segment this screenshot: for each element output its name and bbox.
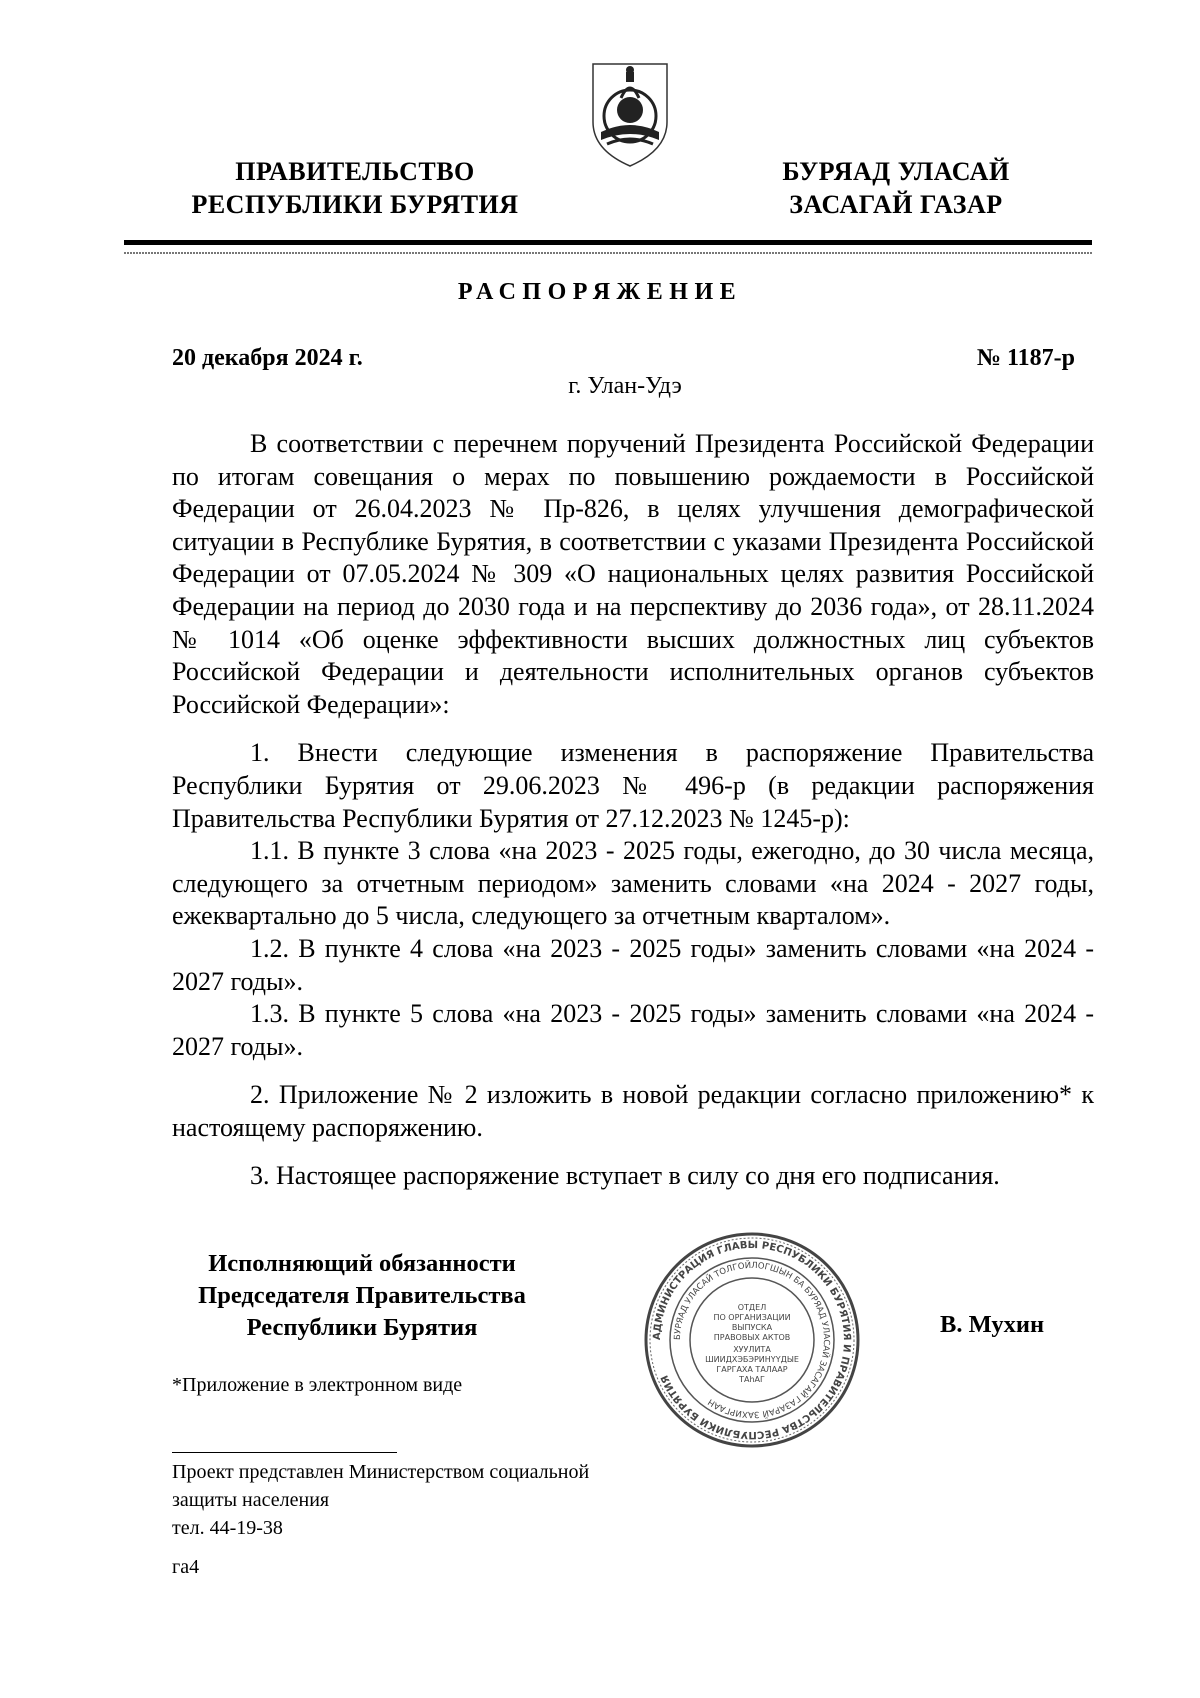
- document-number: № 1187-р: [976, 345, 1075, 371]
- footnote: [172, 1458, 589, 1542]
- item-1-3-paragraph: 1.3. В пункте 5 слова «на 2023 - 2025 годы» заменить словами «на 2024 - 2027 годы».: [172, 999, 1094, 1061]
- item-3-paragraph: 3. Настоящее распоряжение вступает в силу со дня его подписания.: [250, 1161, 1000, 1191]
- stamp-center-line: ТАһАГ: [739, 1375, 765, 1384]
- signer-name: В. Мухин: [940, 1311, 1045, 1338]
- footnote-line2: защиты населения: [172, 1489, 330, 1511]
- org-right-line2: ЗАСАГАЙ ГАЗАР: [789, 190, 1003, 219]
- org-left-line2: РЕСПУБЛИКИ БУРЯТИЯ: [191, 190, 519, 219]
- appendix-note: *Приложение в электронном виде: [172, 1374, 463, 1396]
- footnote-line1: Проект представлен Министерством социальной: [172, 1461, 590, 1483]
- item-1-paragraph: 1. Внести следующие изменения в распоряжение Правительства Республики Бурятия от 29.06.2023 № 496-р (в редакции распоряжения Правительства Республики Бурятия от 27.12.2023 № 1245-р):: [172, 738, 1094, 833]
- stamp-center-line: ХУУЛИТА: [733, 1345, 771, 1354]
- official-stamp: [642, 1230, 862, 1450]
- document-body: [172, 428, 1094, 1193]
- preamble-paragraph: В соответствии с перечнем поручений Президента Российской Федерации по итогам совещания о мерах по повышению рождаемости в Российской Федерации от 26.04.2023 № Пр-826, в целях улучшения демографической ситуации в Республике Бурятия, в соответствии с указами Президента Российской Федерации от 07.05.2024 № 309 «О национальных целях развития Российской Федерации на период до 2030 года и на перспективу до 2036 года», от 28.11.2024 № 1014 «Об оценке эффективности высших должностных лиц субъектов Российской Федерации и деятельности исполнительных органов субъектов Российской Федерации»:: [172, 429, 1094, 719]
- document-title: РАСПОРЯЖЕНИЕ: [457, 279, 743, 305]
- stamp-inner-text: БУРЯАД УЛАСАЙ ТОЛГОЙЛОГШЫН БА БУРЯАД УЛАСАЙ ЗАСАГАЙ ГАЗАРАЙ ЗАХИРГААН: [672, 1260, 832, 1420]
- signer-title-line3: Республики Бурятия: [246, 1314, 478, 1341]
- org-name-russian: [120, 155, 590, 221]
- footnote-divider: [172, 1452, 397, 1453]
- document-city: г. Улан-Удэ: [568, 373, 682, 399]
- coat-of-arms-icon: [589, 58, 671, 170]
- item-1-1-paragraph: 1.1. В пункте 3 слова «на 2023 - 2025 годы, ежегодно, до 30 числа месяца, следующего за отчетным периодом» заменить словами «на 2024 - 2027 годы, ежеквартально до 5 числа, следующего за отчетным кварталом».: [172, 836, 1094, 931]
- item-2-paragraph: 2. Приложение № 2 изложить в новой редакции согласно приложению* к настоящему распоряжению.: [172, 1080, 1094, 1142]
- signer-position: [172, 1248, 552, 1344]
- footnote-phone: тел. 44-19-38: [172, 1517, 283, 1539]
- header-divider-thin: [124, 252, 1092, 254]
- stamp-center-line: ОТДЕЛ: [737, 1303, 767, 1312]
- stamp-center-line: ГАРГАХА ТАЛААР: [716, 1365, 788, 1374]
- signer-title-line2: Председателя Правительства: [198, 1282, 526, 1309]
- org-right-line1: БУРЯАД УЛАСАЙ: [782, 157, 1010, 186]
- document-code: га4: [172, 1556, 200, 1578]
- org-left-line1: ПРАВИТЕЛЬСТВО: [235, 157, 475, 186]
- document-date: 20 декабря 2024 г.: [172, 345, 363, 371]
- org-name-buryat: [720, 155, 1072, 221]
- header-divider-thick: [124, 240, 1092, 245]
- stamp-center-line: ШИИДХЭБЭРИНҮҮДЫЕ: [705, 1355, 799, 1364]
- stamp-center-line: ВЫПУСКА: [731, 1323, 773, 1332]
- signer-title-line1: Исполняющий обязанности: [208, 1250, 516, 1277]
- stamp-outer-text: АДМИНИСТРАЦИЯ ГЛАВЫ РЕСПУБЛИКИ БУРЯТИЯ И ПРАВИТЕЛЬСТВА РЕСПУБЛИКИ БУРЯТИЯ: [651, 1239, 853, 1441]
- stamp-center-line: ПО ОРГАНИЗАЦИИ: [713, 1313, 791, 1322]
- item-1-2-paragraph: 1.2. В пункте 4 слова «на 2023 - 2025 годы» заменить словами «на 2024 - 2027 годы».: [172, 933, 1094, 996]
- stamp-center-line: ПРАВОВЫХ АКТОВ: [713, 1333, 791, 1342]
